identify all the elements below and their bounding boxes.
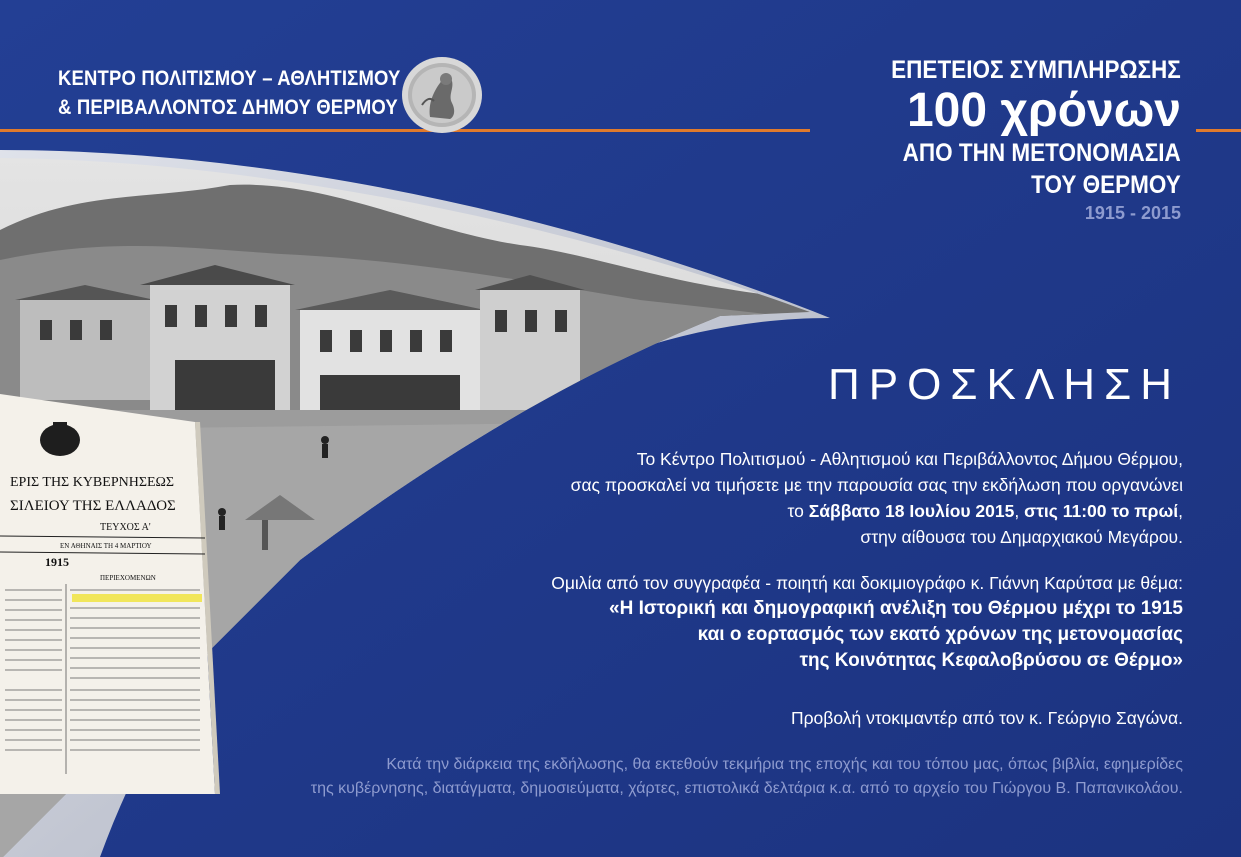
gazette-line3: ΤΕΥΧΟΣ Α'	[100, 522, 151, 533]
talk-topic-line-2: και ο εορτασμός των εκατό χρόνων της μετονομασίας	[697, 624, 1183, 645]
org-line-2: & ΠΕΡΙΒΑΛΛΟΝΤΟΣ ΔΗΜΟΥ ΘΕΡΜΟΥ	[58, 96, 398, 119]
talk-line-1: Ομιλία από τον συγγραφέα - ποιητή και δοκιμιογράφο κ. Γιάννη Καρύτσα με θέμα:	[551, 573, 1183, 593]
gazette-line4: ΕΝ ΑΘΗΝΑΙΣ ΤΗ 4 ΜΑΡΤΙΟΥ	[60, 542, 152, 550]
documentary-screening: Προβολή ντοκιμαντέρ από τον κ. Γεώργιο Σαγώνα.	[790, 708, 1183, 728]
anniversary-header	[859, 55, 1181, 225]
orange-rule-right	[1196, 129, 1241, 132]
event-date: Σάββατο 18 Ιουλίου 2015	[808, 501, 1015, 521]
gazette-year: 1915	[45, 555, 69, 569]
event-time: στις 11:00 το πρωί	[1024, 501, 1179, 521]
gazette-line2: ΣΙΛΕΙΟΥ ΤΗΣ ΕΛΛΑΔΟΣ	[10, 498, 176, 514]
gazette-clipping-image	[0, 394, 220, 794]
talk-topic-line-3: της Κοινότητας Κεφαλοβρύσου σε Θέρμο»	[799, 650, 1183, 671]
org-line-1: ΚΕΝΤΡΟ ΠΟΛΙΤΙΣΜΟΥ – ΑΘΛΗΤΙΣΜΟΥ	[58, 67, 401, 90]
years-heading: 100 χρόνων	[906, 84, 1181, 137]
exhibit-note	[311, 753, 1183, 801]
invitation-title: ΠΡΟΣΚΛΗΣΗ	[827, 360, 1181, 409]
talk-topic-line-1: «Η Ιστορική και δημογραφική ανέλιξη του Θέρμου μέχρι το 1915	[609, 598, 1183, 619]
exhibit-line-1: Κατά την διάρκεια της εκδήλωσης, θα εκτεθούν τεκμήρια της εποχής και του τόπου μας, όπως βιβλία, εφημερίδες	[386, 756, 1183, 773]
anniversary-dates: 1915 - 2015	[1084, 203, 1181, 223]
rename-line-2: ΤΟΥ ΘΕΡΜΟΥ	[1031, 171, 1181, 199]
talk-paragraph	[551, 570, 1183, 674]
gazette-contents: ΠΕΡΙΕΧΟΜΕΝΩΝ	[100, 574, 156, 582]
intro-line-3-suffix: ,	[1178, 501, 1183, 521]
intro-line-2: σας προσκαλεί να τιμήσετε με την παρουσία σας την εκδήλωση που οργανώνει	[570, 475, 1183, 495]
intro-paragraph	[571, 446, 1183, 550]
anniversary-line: ΕΠΕΤΕΙΟΣ ΣΥΜΠΛΗΡΩΣΗΣ	[891, 56, 1181, 84]
gazette-line1: ΕΡΙΣ ΤΗΣ ΚΥΒΕΡΝΗΣΕΩΣ	[10, 475, 175, 490]
intro-line-4: στην αίθουσα του Δημαρχιακού Μεγάρου.	[860, 527, 1183, 547]
intro-line-3-prefix: το	[787, 501, 809, 521]
ancient-coin-logo	[400, 55, 484, 135]
organization-name	[58, 64, 401, 122]
intro-line-3-sep: ,	[1014, 501, 1025, 521]
rename-line-1: ΑΠΟ ΤΗΝ ΜΕΤΟΝΟΜΑΣΙΑ	[902, 139, 1181, 167]
intro-line-1: Το Κέντρο Πολιτισμού - Αθλητισμού και Περιβάλλοντος Δήμου Θέρμου,	[636, 449, 1183, 469]
exhibit-line-2: της κυβέρνησης, διατάγματα, δημοσιεύματα, χάρτες, επιστολικά δελτάρια κ.α. από το αρχείο του Γιώργου Β. Παπανικολάου.	[310, 780, 1183, 797]
intro-line-3	[571, 498, 1183, 524]
